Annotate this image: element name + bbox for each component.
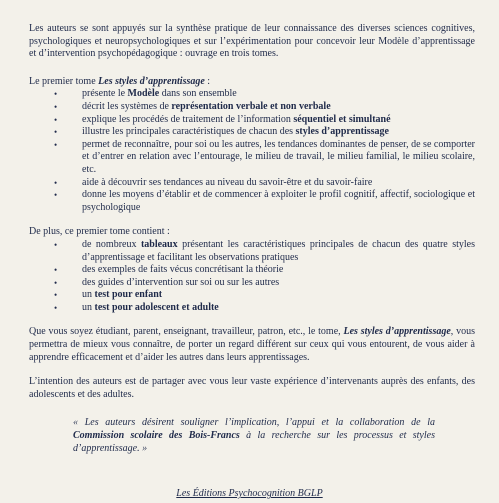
bullet-icon: • xyxy=(54,114,58,125)
list-item-text: illustre les principales caractéristiques de chacun des xyxy=(82,126,296,138)
list-item-emphasis: Modèle xyxy=(127,88,160,100)
list-item-text: présentant les caractéristiques principales de chacun des quatre styles d’apprentissage et facilitant les observations pratiques xyxy=(82,238,475,263)
acknowledgement-quote xyxy=(73,417,435,455)
list-item xyxy=(29,139,475,177)
bullet-icon: • xyxy=(54,190,58,201)
list-item-emphasis: séquentiel et simultané xyxy=(293,113,391,125)
list-item xyxy=(29,302,475,315)
bullet-icon: • xyxy=(54,302,58,313)
bullet-icon: • xyxy=(54,290,58,301)
list-item-text: donne les moyens d’établir et de commencer à exploiter le profil cognitif, affectif, sociologique et psychologique xyxy=(82,189,475,213)
bullet-icon: • xyxy=(54,239,58,250)
list-item-text: aide à découvrir ses tendances au niveau du savoir-être et du savoir-faire xyxy=(82,176,373,188)
tome-contents-lead: De plus, ce premier tome contient : xyxy=(29,226,170,238)
list-item xyxy=(29,177,475,190)
list-item-emphasis: styles d’apprentissage xyxy=(295,126,389,138)
bullet-icon: • xyxy=(54,89,58,100)
bullet-icon: • xyxy=(54,127,58,138)
bullet-icon: • xyxy=(54,101,58,112)
list-item xyxy=(29,239,475,264)
quote-institution: Commission scolaire des Bois-Francs xyxy=(73,430,240,442)
list-item-text: de nombreux xyxy=(82,238,141,250)
bullet-icon: • xyxy=(54,177,58,188)
list-item-text: un xyxy=(82,289,95,301)
intro-paragraph: Les auteurs se sont appuyés sur la synthèse pratique de leur connaissance des diverses sciences cognitives, psychologiques et neuropsychologiques et sur l’expérimentation pour concevoir leur Modèle d’apprentissage et d’intervention psychopédagogique : ouvrage en trois tomes. xyxy=(29,23,475,60)
intent-paragraph: L’intention des auteurs est de partager avec vous leur vaste expérience d’intervenants auprès des enfants, des adolescents et des adultes. xyxy=(29,376,475,400)
quote-text-end: à la recherche sur les processus et styles d’apprentissage. » xyxy=(73,430,435,454)
list-item xyxy=(29,101,475,114)
tome1-lead-suffix: : xyxy=(204,75,211,87)
bullet-icon: • xyxy=(54,139,58,150)
list-item xyxy=(29,264,475,277)
audience-text: Que vous soyez étudiant, parent, enseignant, travailleur, patron, etc., le tome, xyxy=(29,326,344,338)
list-item-text: des guides d’intervention sur soi ou sur les autres xyxy=(82,276,280,288)
list-item-emphasis: tableaux xyxy=(140,238,178,250)
audience-text-end: , vous permettra de mieux vous connaître, de porter un regard différent sur ceux qui vous entourent, de vous aider à apprendre efficacement et d’aider les autres dans leurs apprentissages. xyxy=(29,326,475,363)
tome1-lead-prefix: Le premier tome xyxy=(29,75,99,87)
list-item-emphasis: test pour enfant xyxy=(94,289,163,301)
bullet-icon: • xyxy=(54,277,58,288)
list-item-text: un xyxy=(82,301,95,313)
bullet-icon: • xyxy=(54,265,58,276)
audience-title: Les styles d’apprentissage xyxy=(343,326,451,338)
list-item xyxy=(29,189,475,214)
list-item-text: décrit les systèmes de xyxy=(82,100,172,112)
list-item xyxy=(29,289,475,302)
list-item-text: permet de reconnaître, pour soi ou les autres, les tendances dominantes de penser, de se comporter et d’entrer en relation avec l’entourage, le milieu de travail, le milieu familial, le milieu scolaire, etc. xyxy=(82,138,475,175)
list-item xyxy=(29,277,475,290)
tome1-feature-list xyxy=(29,88,475,214)
tome1-lead-title: Les styles d’apprentissage xyxy=(98,75,205,87)
list-item xyxy=(29,114,475,127)
list-item xyxy=(29,126,475,139)
list-item-text: des exemples de faits vécus concrétisant la théorie xyxy=(82,264,284,276)
list-item-text: présente le xyxy=(82,88,128,100)
list-item xyxy=(29,88,475,101)
quote-text: « Les auteurs désirent souligner l’implication, l’appui et la collaboration de la xyxy=(73,417,435,429)
tome1-lead xyxy=(29,76,475,89)
list-item-emphasis: représentation verbale et non verbale xyxy=(171,100,331,112)
list-item-text: explique les procédés de traitement de l’information xyxy=(82,113,294,125)
audience-paragraph xyxy=(29,326,475,364)
tome-contents-list xyxy=(29,239,475,315)
publisher-name: Les Éditions Psychocognition BGLP xyxy=(176,488,323,499)
list-item-text: dans son ensemble xyxy=(159,88,237,100)
list-item-emphasis: test pour adolescent et adulte xyxy=(94,301,219,313)
